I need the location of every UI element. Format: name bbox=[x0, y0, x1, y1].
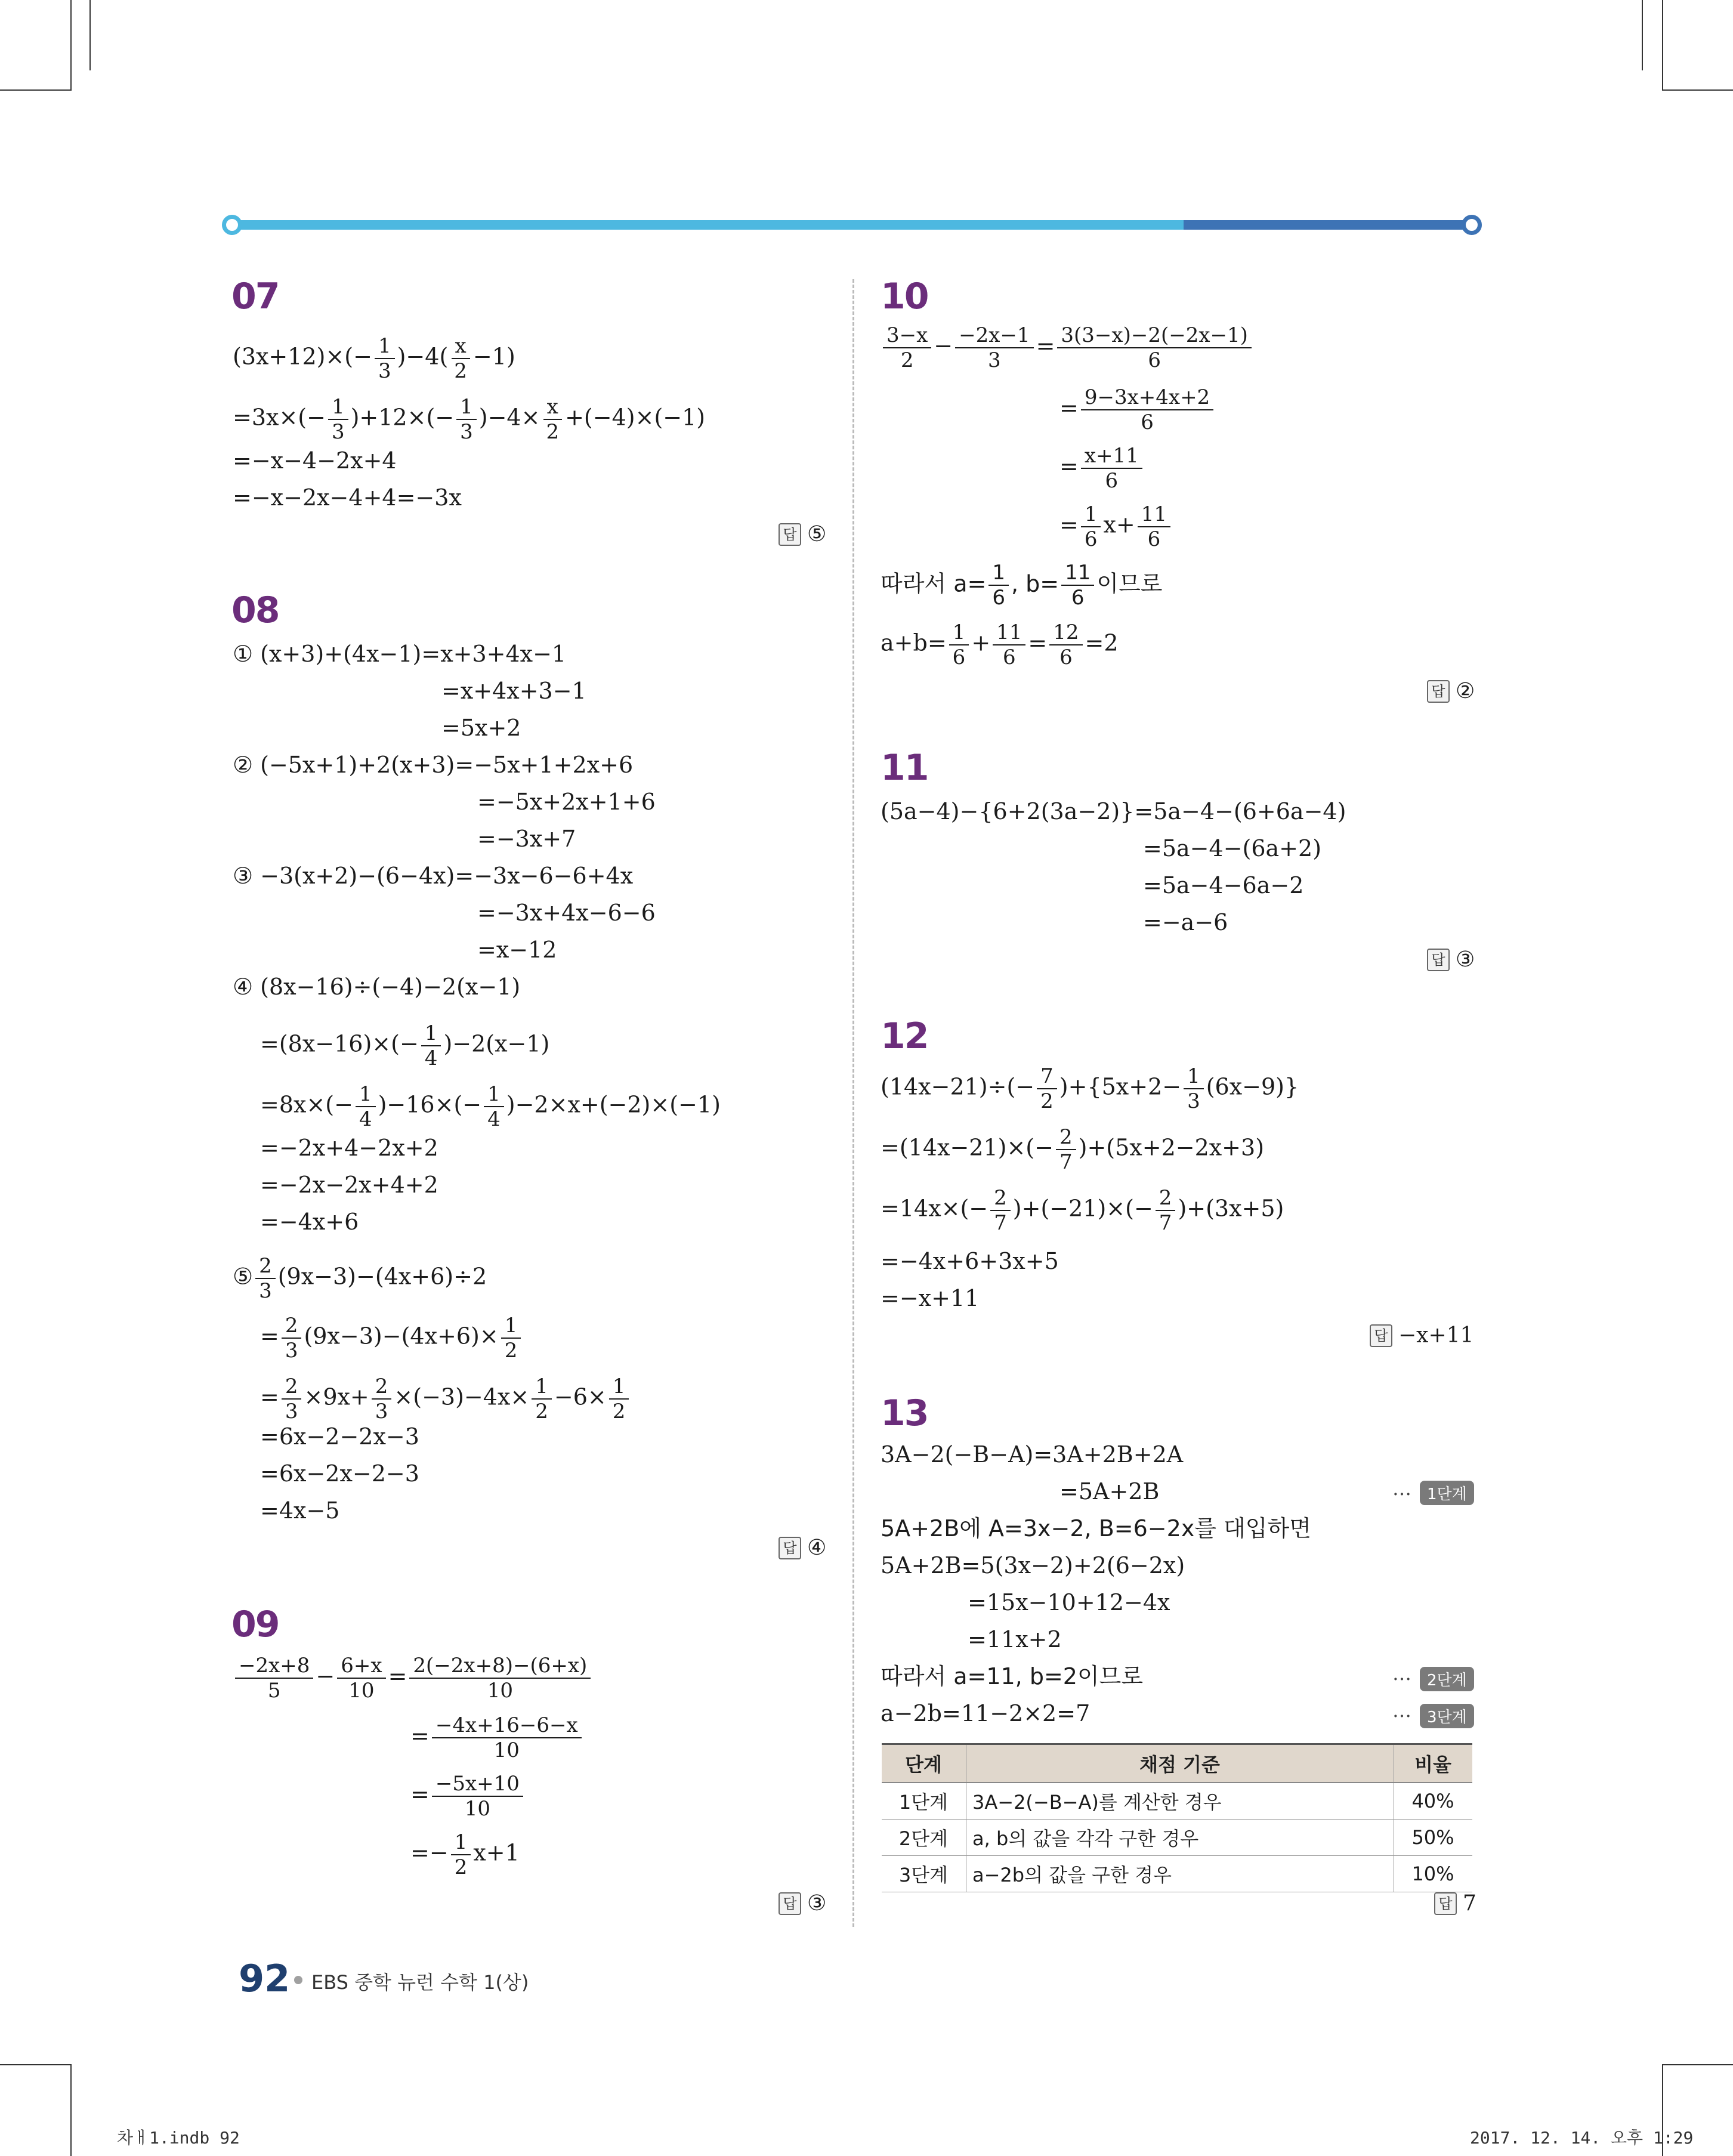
p08-choice-4-step: =−2x−2x+4+2 bbox=[260, 1172, 438, 1198]
page-number: 92 bbox=[239, 1957, 291, 2000]
p10-line-4: = $\frac{1}{6}$ x+ $\frac{11}{6}$ bbox=[1059, 502, 1173, 551]
p12-line-4: =−4x+6+3x+5 bbox=[881, 1248, 1059, 1274]
p11-line-1: (5a−4)−{6+2(3a−2)}=5a−4−(6+6a−4) bbox=[881, 798, 1346, 824]
book-title: EBS 중학 뉴런 수학 1(상) bbox=[311, 1971, 529, 1994]
p12-line-2: =(14x−21)×(− $\frac{2}{7}$ )+(5x+2−2x+3) bbox=[881, 1125, 1265, 1174]
table-header-cell: 비율 bbox=[1394, 1744, 1473, 1783]
answer-marker-icon: 답 bbox=[779, 1892, 801, 1915]
crop-mark bbox=[70, 2064, 72, 2156]
table-cell: 2단계 bbox=[882, 1820, 966, 1856]
p08-choice-5-step: = $\frac{2}{3}$ (9x−3)−(4x+6)× $\frac{1}{2}$ bbox=[260, 1314, 523, 1363]
table-cell: 3A−2(−B−A)를 계산한 경우 bbox=[966, 1783, 1394, 1820]
p08-choice-2-step: =−3x+7 bbox=[477, 826, 576, 852]
p11-answer: 답 ③ bbox=[1427, 947, 1475, 972]
p13-line-6: =11x+2 bbox=[968, 1626, 1062, 1652]
p07-answer: 답 ⑤ bbox=[779, 522, 826, 546]
p08-choice-3: ③ −3(x+2)−(6−4x)=−3x−6−6+4x bbox=[233, 863, 634, 889]
p08-choice-5-step: =6x−2−2x−3 bbox=[260, 1423, 419, 1450]
p10-line-1: $\frac{3-x}{2}$ − $\frac{-2x-1}{3}$ = $\frac{3(3-x)-2(-2x-1)}{6}$ bbox=[881, 323, 1254, 372]
p12-answer: 답 −x+11 bbox=[1370, 1323, 1473, 1348]
header-bar-dark bbox=[1184, 220, 1479, 230]
p08-choice-5-step: =4x−5 bbox=[260, 1497, 340, 1524]
crop-mark bbox=[1662, 89, 1733, 91]
p10-answer: 답 ② bbox=[1427, 679, 1475, 703]
p08-choice-3-step: =x−12 bbox=[477, 937, 557, 963]
p08-choice-5: ⑤ $\frac{2}{3}$ (9x−3)−(4x+6)÷2 bbox=[233, 1254, 487, 1303]
table-row bbox=[882, 1783, 1472, 1820]
step-2-badge: 2단계 bbox=[1420, 1667, 1474, 1691]
header-bar-left-dot bbox=[222, 215, 242, 235]
ellipsis: … bbox=[1392, 1477, 1411, 1500]
print-slug-left: 차ㅐ1.indb 92 bbox=[117, 2128, 240, 2148]
crop-mark bbox=[1642, 0, 1643, 70]
p10-line-2: = $\frac{9-3x+4x+2}{6}$ bbox=[1059, 385, 1216, 434]
p10-line-6: a+b= $\frac{1}{6}$ + $\frac{11}{6}$ = $\frac{12}{6}$ =2 bbox=[881, 620, 1119, 669]
ellipsis: … bbox=[1392, 1699, 1411, 1722]
p08-choice-4-step: =(8x−16)×(− $\frac{1}{4}$ )−2(x−1) bbox=[260, 1021, 550, 1070]
p12-line-3: =14x×(− $\frac{2}{7}$ )+(−21)×(− $\frac{2}{7}$ )+(3x+5) bbox=[881, 1186, 1284, 1235]
crop-mark bbox=[1662, 2064, 1733, 2065]
answer-marker-icon: 답 bbox=[779, 1537, 801, 1559]
problem-number-10: 10 bbox=[881, 276, 928, 317]
p09-line-2: = $\frac{-4x+16-6-x}{10}$ bbox=[410, 1713, 584, 1762]
crop-mark bbox=[0, 2064, 70, 2065]
problem-number-12: 12 bbox=[881, 1015, 928, 1057]
table-cell: 1단계 bbox=[882, 1783, 966, 1820]
grading-table bbox=[882, 1743, 1472, 1892]
table-cell: 40% bbox=[1394, 1783, 1473, 1820]
table-cell: 3단계 bbox=[882, 1856, 966, 1892]
p08-choice-4-step: =8x×(− $\frac{1}{4}$ )−16×(− $\frac{1}{4}$ )−2×x+(−2)×(−1) bbox=[260, 1082, 721, 1131]
p13-line-1: 3A−2(−B−A)=3A+2B+2A bbox=[881, 1441, 1184, 1468]
ellipsis: … bbox=[1392, 1662, 1411, 1685]
p07-line-4: =−x−2x−4+4=−3x bbox=[233, 484, 462, 511]
step-1-badge: 1단계 bbox=[1420, 1481, 1474, 1505]
p11-line-3: =5a−4−6a−2 bbox=[1143, 872, 1304, 898]
p10-line-5: 따라서 a= $\frac{1}{6}$ , b= $\frac{11}{6}$ 이므로 bbox=[881, 561, 1163, 610]
crop-mark bbox=[1662, 0, 1663, 91]
table-cell: a, b의 값을 각각 구한 경우 bbox=[966, 1820, 1394, 1856]
p13-line-5: =15x−10+12−4x bbox=[968, 1589, 1170, 1616]
problem-number-11: 11 bbox=[881, 747, 928, 789]
problem-number-09: 09 bbox=[231, 1604, 279, 1645]
p08-choice-2: ② (−5x+1)+2(x+3)=−5x+1+2x+6 bbox=[233, 752, 634, 778]
answer-marker-icon: 답 bbox=[1427, 680, 1450, 703]
p09-line-3: = $\frac{-5x+10}{10}$ bbox=[410, 1772, 526, 1821]
column-divider bbox=[852, 279, 854, 1927]
crop-mark bbox=[0, 89, 70, 91]
problem-number-07: 07 bbox=[231, 276, 279, 317]
p08-choice-5-step: =6x−2x−2−3 bbox=[260, 1460, 419, 1487]
table-cell: a−2b의 값을 구한 경우 bbox=[966, 1856, 1394, 1892]
p08-answer: 답 ④ bbox=[779, 1536, 826, 1560]
p13-line-3: 5A+2B에 A=3x−2, B=6−2x를 대입하면 bbox=[881, 1515, 1311, 1542]
answer-marker-icon: 답 bbox=[1434, 1892, 1457, 1915]
table-row bbox=[882, 1820, 1472, 1856]
p13-line-7: 따라서 a=11, b=2이므로 bbox=[881, 1663, 1144, 1689]
p08-choice-1: ① (x+3)+(4x−1)=x+3+4x−1 bbox=[233, 641, 567, 667]
p10-line-3: = $\frac{x+11}{6}$ bbox=[1059, 444, 1145, 493]
p12-line-1: (14x−21)÷(− $\frac{7}{2}$ )+{5x+2− $\frac{1}{3}$ (6x−9)} bbox=[881, 1064, 1299, 1113]
table-cell: 10% bbox=[1394, 1856, 1473, 1892]
p08-choice-3-step: =−3x+4x−6−6 bbox=[477, 900, 656, 926]
p11-line-4: =−a−6 bbox=[1143, 909, 1228, 935]
table-header-cell: 단계 bbox=[882, 1744, 966, 1783]
problem-number-08: 08 bbox=[231, 589, 279, 631]
crop-mark bbox=[89, 0, 91, 70]
p09-answer: 답 ③ bbox=[779, 1891, 826, 1916]
crop-mark bbox=[70, 0, 72, 91]
p08-choice-4: ④ (8x−16)÷(−4)−2(x−1) bbox=[233, 974, 521, 1000]
step-3-badge: 3단계 bbox=[1420, 1704, 1474, 1728]
p07-line-3: =−x−4−2x+4 bbox=[233, 447, 397, 474]
p13-line-2: =5A+2B bbox=[1059, 1478, 1160, 1505]
p09-line-1: $\frac{-2x+8}{5}$ − $\frac{6+x}{10}$ = $\frac{2(-2x+8)-(6+x)}{10}$ bbox=[233, 1654, 593, 1703]
problem-number-13: 13 bbox=[881, 1392, 928, 1434]
header-bar-right-dot bbox=[1462, 215, 1482, 235]
p08-choice-1-step: =5x+2 bbox=[441, 715, 521, 741]
table-row bbox=[882, 1856, 1472, 1892]
p08-choice-2-step: =−5x+2x+1+6 bbox=[477, 789, 656, 815]
answer-marker-icon: 답 bbox=[1370, 1324, 1392, 1347]
bullet-icon bbox=[294, 1976, 302, 1984]
grading-table-header bbox=[882, 1744, 1472, 1783]
table-cell: 50% bbox=[1394, 1820, 1473, 1856]
p07-line-1: (3x+12)×(− $\frac{1}{3}$ )−4( $\frac{x}{2}$ −1) bbox=[233, 334, 515, 383]
p08-choice-4-step: =−2x+4−2x+2 bbox=[260, 1135, 438, 1161]
p13-line-8: a−2b=11−2×2=7 bbox=[881, 1700, 1091, 1726]
p13-line-4: 5A+2B=5(3x−2)+2(6−2x) bbox=[881, 1552, 1185, 1579]
p12-line-5: =−x+11 bbox=[881, 1285, 980, 1311]
p08-choice-5-step: = $\frac{2}{3}$ ×9x+ $\frac{2}{3}$ ×(−3)−4x× $\frac{1}{2}$ −6× $\frac{1}{2}$ bbox=[260, 1374, 631, 1423]
p08-choice-4-step: =−4x+6 bbox=[260, 1209, 359, 1235]
p13-answer: 답 7 bbox=[1434, 1891, 1476, 1916]
header-bar-light bbox=[231, 220, 1190, 230]
p11-line-2: =5a−4−(6a+2) bbox=[1143, 835, 1322, 861]
p09-line-4: =− $\frac{1}{2}$ x+1 bbox=[410, 1830, 520, 1879]
table-header-cell: 채점 기준 bbox=[966, 1744, 1394, 1783]
answer-marker-icon: 답 bbox=[1427, 949, 1450, 971]
p08-choice-1-step: =x+4x+3−1 bbox=[441, 678, 586, 704]
print-slug-right: 2017. 12. 14. 오후 1:29 bbox=[1470, 2128, 1694, 2148]
answer-marker-icon: 답 bbox=[779, 523, 801, 546]
p07-line-2: =3x×(− $\frac{1}{3}$ )+12×(− $\frac{1}{3}$ )−4× $\frac{x}{2}$ +(−4)×(−1) bbox=[233, 395, 706, 444]
